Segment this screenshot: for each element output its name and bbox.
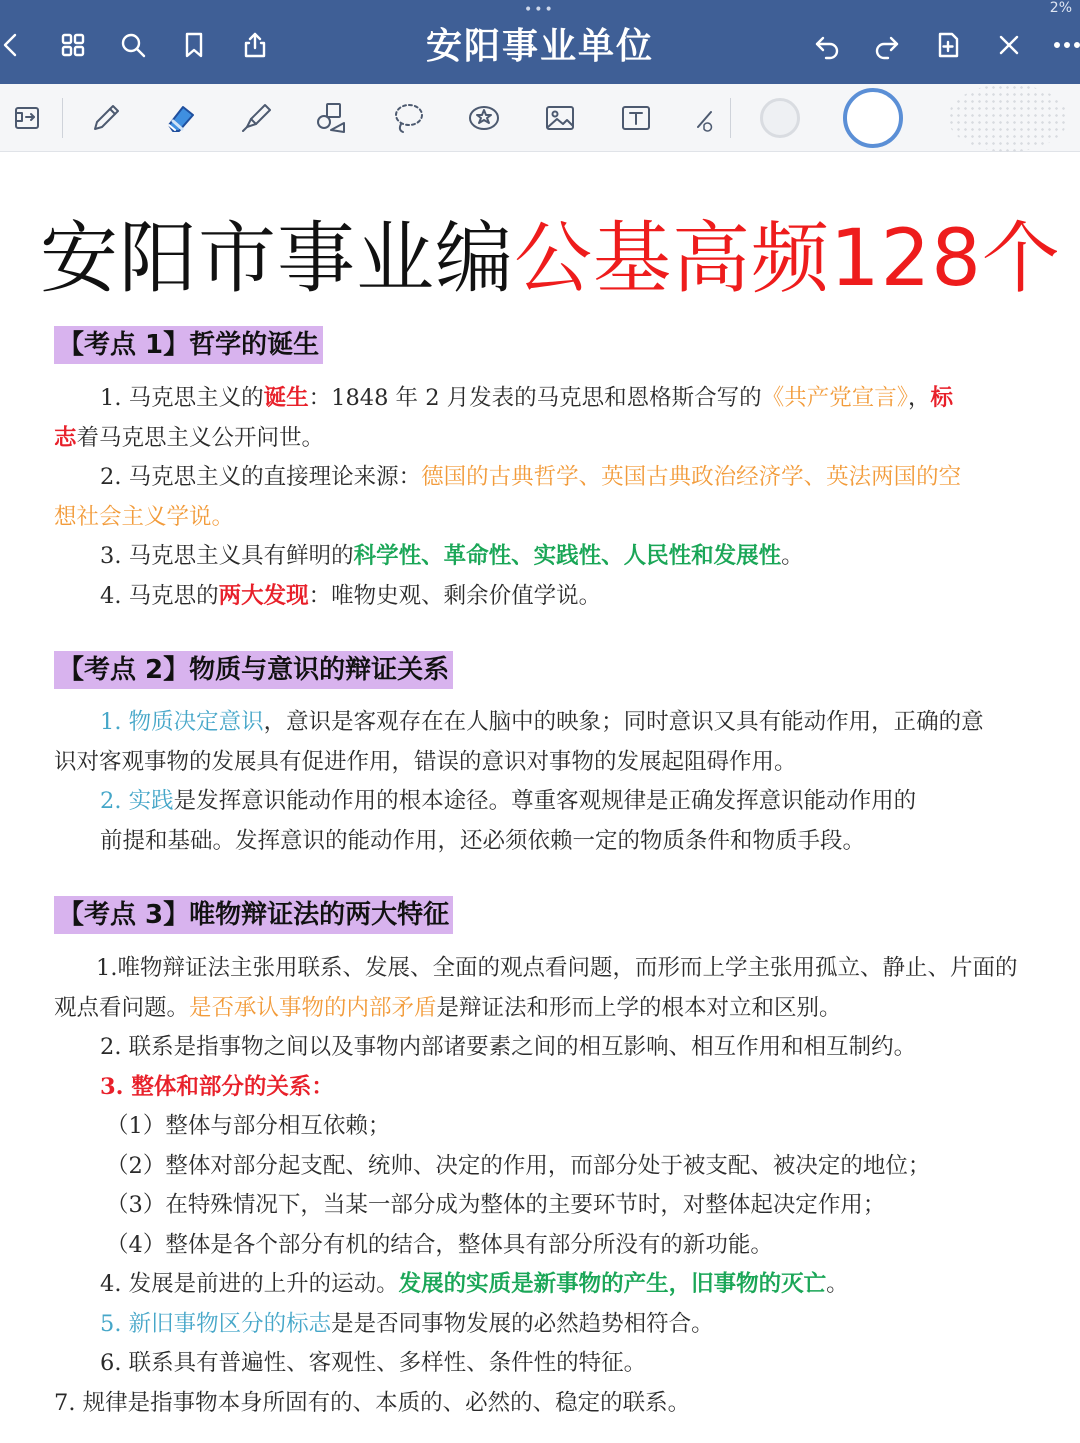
share-icon[interactable] xyxy=(238,28,272,62)
section-3-title: 【考点 3】唯物辩证法的两大特征 xyxy=(54,896,453,934)
image-icon[interactable] xyxy=(538,98,582,138)
s3-line-5: （1）整体与部分相互依赖； xyxy=(106,1113,391,1139)
section-2-body xyxy=(54,703,1029,861)
s3-line-4: 3. 整体和部分的关系： xyxy=(100,1073,334,1100)
highlighter-icon[interactable] xyxy=(234,98,278,138)
color-swatch-light[interactable] xyxy=(760,98,800,138)
s1-line-4: 想社会主义学说。 xyxy=(54,503,235,530)
s3-line-8: （4）整体是各个部分有机的结合，整体具有部分所没有的新功能。 xyxy=(106,1231,773,1258)
s1-line-1: 1. 马克思主义的诞生：1848 年 2 月发表的马克思和恩格斯合写的《共产党宣言》，标 xyxy=(100,385,953,411)
document-title: 安阳事业单位 xyxy=(425,26,654,67)
s3-line-10: 5. 新旧事物区分的标志是是否同事物发展的必然趋势相符合。 xyxy=(100,1310,714,1337)
s1-line-5: 3. 马克思主义具有鲜明的科学性、革命性、实践性、人民性和发展性。 xyxy=(100,543,804,569)
more-icon[interactable] xyxy=(1050,28,1080,62)
eraser-icon[interactable] xyxy=(158,98,202,138)
back-icon[interactable] xyxy=(0,28,28,62)
s2-line-2: 识对客观事物的发展具有促进作用，错误的意识对事物的发展起阻碍作用。 xyxy=(54,748,797,775)
s3-line-6: （2）整体对部分起支配、统帅、决定的作用，而部分处于被支配、被决定的地位； xyxy=(106,1152,931,1179)
laser-icon[interactable] xyxy=(680,98,724,138)
s2-line-4: 前提和基础。发挥意识的能动作用，还必须依赖一定的物质条件和物质手段。 xyxy=(100,827,866,854)
s3-line-12: 7. 规律是指事物本身所固有的、本质的、必然的、稳定的联系。 xyxy=(54,1389,691,1416)
bookmark-icon[interactable] xyxy=(177,28,211,62)
add-page-icon[interactable] xyxy=(931,28,965,62)
shapes-icon[interactable] xyxy=(310,98,354,138)
section-1-body xyxy=(54,379,1029,616)
pattern-swatch[interactable] xyxy=(948,84,1068,152)
s2-line-1: 1. 物质决定意识，意识是客观存在在人脑中的映象；同时意识又具有能动作用，正确的意 xyxy=(100,709,984,735)
s3-line-9: 4. 发展是前进的上升的运动。发展的实质是新事物的产生，旧事物的灭亡。 xyxy=(100,1271,849,1297)
grid-icon[interactable] xyxy=(56,28,90,62)
page-layout-icon[interactable] xyxy=(6,98,50,138)
app-top-bar xyxy=(0,0,1080,84)
s3-line-7: （3）在特殊情况下，当某一部分成为整体的主要环节时，对整体起决定作用； xyxy=(106,1192,886,1218)
headline-black: 安阳市事业编 xyxy=(40,214,515,304)
s1-line-3: 2. 马克思主义的直接理论来源：德国的古典哲学、英国古典政治经济学、英法两国的空 xyxy=(100,464,962,490)
s1-line-2: 志着马克思主义公开问世。 xyxy=(54,424,325,451)
battery-status: 2% xyxy=(1049,0,1072,16)
drawing-toolbar xyxy=(0,84,1080,152)
text-icon[interactable] xyxy=(614,98,658,138)
s3-line-1: 1.唯物辩证法主张用联系、发展、全面的观点看问题，而形而上学主张用孤立、静止、片面的 xyxy=(96,955,1018,981)
s2-line-3: 2. 实践是发挥意识能动作用的根本途径。尊重客观规律是正确发挥意识能动作用的 xyxy=(100,788,917,814)
color-swatch-selected[interactable] xyxy=(843,88,903,148)
undo-icon[interactable] xyxy=(810,28,844,62)
sticker-icon[interactable] xyxy=(462,98,506,138)
lasso-icon[interactable] xyxy=(386,98,430,138)
headline xyxy=(40,196,1060,308)
redo-icon[interactable] xyxy=(870,28,904,62)
s1-line-6: 4. 马克思的两大发现：唯物史观、剩余价值学说。 xyxy=(100,582,602,609)
headline-red: 公基高频128个 xyxy=(514,214,1061,304)
search-icon[interactable] xyxy=(116,28,150,62)
s3-line-2: 观点看问题。是否承认事物的内部矛盾是辩证法和形而上学的根本对立和区别。 xyxy=(54,994,842,1021)
s3-line-11: 6. 联系具有普遍性、客观性、多样性、条件性的特征。 xyxy=(100,1350,647,1376)
section-1-title: 【考点 1】哲学的诞生 xyxy=(54,326,323,364)
section-3-body xyxy=(54,949,1029,1423)
close-icon[interactable] xyxy=(992,28,1026,62)
section-2-title: 【考点 2】物质与意识的辩证关系 xyxy=(54,651,453,689)
drag-handle-icon[interactable]: ••• xyxy=(524,2,555,18)
pen-icon[interactable] xyxy=(84,98,128,138)
s3-line-3: 2. 联系是指事物之间以及事物内部诸要素之间的相互影响、相互作用和相互制约。 xyxy=(100,1034,917,1060)
